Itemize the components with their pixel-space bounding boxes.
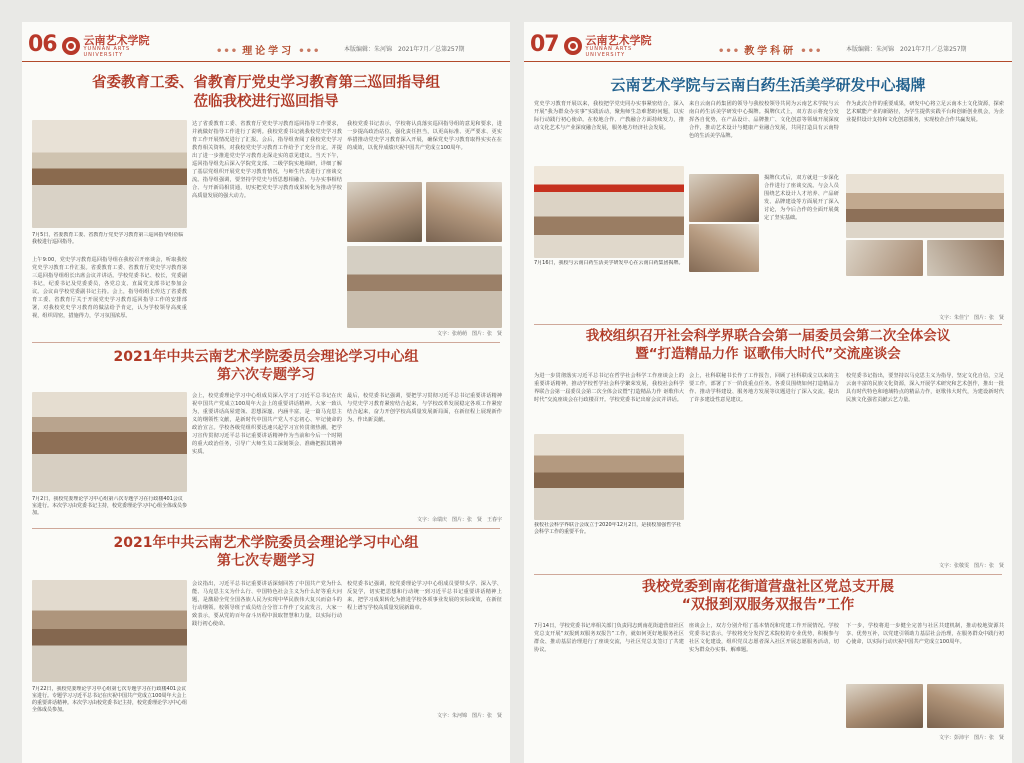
exhibit-photo: [846, 240, 923, 276]
headline-line: 省委教育工委、省教育厅党史学习教育第三巡回指导组: [92, 75, 440, 91]
article-headline: [534, 328, 1002, 363]
section-title: ••• 理论学习 •••: [216, 46, 321, 57]
article-body: 下一步，学校将进一步健全完善与社区共建机制，推动校地资源共享、优势互补，以党建引领助力基层社会治理，在服务群众中践行初心使命，以实际行动庆祝中国共产党成立100周年。: [846, 623, 1004, 645]
conference-photo: [534, 434, 684, 520]
article-credit: 文字：张萌萌 图片：张 贤: [436, 331, 502, 337]
right-page-header: [524, 30, 1012, 62]
photo-caption: 7月5日，省委教育工委、省教育厅党史学习教育第三巡回指导组莅临我校进行巡回指导。: [32, 232, 184, 245]
visit-photo: [689, 224, 759, 272]
section-label: 教学科研: [744, 46, 797, 57]
right-page: [524, 22, 1012, 763]
photo-caption: 7月22日，我校党委理论学习中心组第七次专题学习在行政楼401会议室进行。专题学习习近平总书记在庆祝中国共产党成立100周年大会上的重要讲话精神。本次学习由校党委书记主持，校党委理论学习中心组全体成员参加。: [32, 686, 187, 713]
seal-icon: [564, 37, 582, 55]
issue-meta: 本版编辑：朱河锦 2021年7月／总第257期: [846, 46, 967, 53]
seal-icon: [62, 37, 80, 55]
headline-line: 我校组织召开社会科学界联合会第一届委员会第二次全体会议: [585, 328, 951, 344]
article-body: 最后，校党委书记强调，要把学习贯彻习近平总书记重要讲话精神与党史学习教育紧密结合起来，与学校改革发展稳定各项工作紧密结合起来，奋力开创学校高质量发展新局面，在新征程上展现新作为、作出新贡献。: [347, 393, 502, 423]
article-body: 来自云南白药集团的领导与我校校领导共同为云南艺术学院与云南白药生活美学研发中心揭牌。揭牌仪式上，双方表示将充分发挥各自优势，在产品设计、品牌推广、文化创意等领域开展深度合作，推动艺术设计与健康产业融合发展，共同打造具有云南特色的生活美学品牌。: [689, 101, 839, 139]
photo-caption: 7月16日，我校与云南白药生活美学研发中心在云南白药集团揭牌。: [534, 260, 684, 266]
article-headline: [32, 534, 500, 570]
article-headline: 云南艺术学院与云南白药生活美学研发中心揭牌: [610, 76, 926, 94]
article-credit: 文字：朱河锦 图片：张 贤: [436, 713, 502, 719]
discussion-photo: [347, 246, 502, 328]
article-headline: [32, 74, 500, 112]
photo-caption: 7月2日，我校党委理论学习中心组第六次专题学习在行政楼401会议室进行。本次学习由党委书记主持，校党委理论学习中心组全体成员参加。: [32, 496, 187, 516]
visit-photo: [689, 174, 759, 222]
article-body: 校党委书记强调，校党委理论学习中心组成员要带头学、深入学、反复学，切实把思想和行动统一到习近平总书记重要讲话精神上来，把学习成果转化为推进学校各项事业发展的实际成效，在新征程上谱写学校高质量发展新篇章。: [347, 581, 502, 611]
headline-line: 莅临我校进行巡回指导: [193, 93, 339, 110]
article-body: 座谈会上，双方分别介绍了基本情况和党建工作开展情况。学校党委书记表示，学校将充分发挥艺术院校的专业优势，积极参与社区文化建设，组织党员志愿者深入社区开展志愿服务活动，切实为群众办实事、解难题。: [689, 623, 839, 653]
headline-line: 暨“打造精品力作 讴歌伟大时代”交流座谈会: [635, 345, 901, 362]
headline-line: “双报到双服务双报告”工作: [681, 597, 855, 614]
headline-line: 第六次专题学习: [217, 367, 315, 384]
article-body: 揭牌仪式后，双方就进一步深化合作进行了座谈交流。与会人员围绕艺术设计人才培养、产品研发、品牌建设等方面展开了深入讨论，为今后合作的全面开展奠定了坚实基础。: [764, 175, 839, 221]
exhibit-photo: [927, 240, 1004, 276]
article-body: 达了省委教育工委、省教育厅党史学习教育巡回指导工作要求，并就做好指导工作进行了说明。我校党委书记就我校党史学习教育工作开展情况进行了汇报。会后，指导组查阅了我校党史学习教育相关资料，对我校党史学习教育工作给予了充分肯定，并提出了进一步推进党史学习教育走深走实的意见建议。当天下午，巡回指导组先后深入学院党支部、二级学院实地调研，详细了解了基层党组织开展党史学习教育情况，与师生代表进行了座谈交流。指导组强调，要坚持学党史与悟思想相融合、与办实事相结合、与开新局相贯通，切实把党史学习教育成果转化为推动学校高质量发展的强大动力。: [192, 121, 342, 199]
page-number: 07: [530, 32, 559, 57]
section-title: ••• 教学科研 •••: [718, 46, 823, 57]
headline-line: 第七次专题学习: [217, 553, 315, 570]
page-number: 06: [28, 32, 57, 57]
left-page: [22, 22, 510, 763]
headline-line: 2021年中共云南艺术学院委员会理论学习中心组: [113, 349, 419, 365]
article-credit: 文字：彭沛宇 图片：张 贤: [938, 735, 1004, 741]
divider: [534, 324, 1002, 325]
article-headline: [534, 578, 1002, 614]
photo-caption: 我校社会科学界联合会成立于2020年12月2日，是我校加强哲学社会科学工作的重要平台。: [534, 522, 682, 535]
article-credit: 文字：张敬雯 图片：张 贤: [938, 563, 1004, 569]
university-logo: [62, 33, 170, 58]
article-body: 党史学习教育开展以来，我校把学党史同办实事紧密结合，深入开展“我为群众办实事”实践活动，聚焦师生急难愁盼问题，以实际行动践行初心使命。在校地合作、产教融合方面持续发力，推动文化艺术与产业深度融合发展，服务地方经济社会发展。: [534, 101, 684, 131]
logo-text: 云南艺术学院: [585, 33, 652, 47]
article-body: 会议指出，习近平总书记重要讲话深刻回答了中国共产党为什么能、马克思主义为什么行、中国特色社会主义为什么好等重大问题，是激励全党全国各族人民为实现中华民族伟大复兴而奋斗的行动纲领。校领导班子成员结合分管工作作了交流发言，大家一致表示，要从党的百年奋斗历程中汲取智慧和力量，以实际行动践行初心使命。: [192, 581, 342, 627]
university-logo: [564, 33, 672, 58]
logo-subtitle: YUNNAN ARTS UNIVERSITY: [585, 45, 633, 58]
headline-line: 2021年中共云南艺术学院委员会理论学习中心组: [113, 535, 419, 551]
article-body: 7月14日，学校党委书记率相关部门负责同志到南花街道营盘社区党总支开展“双报到双服务双报告”工作，就如何更好地服务社区群众、推动基层治理进行了座谈交流，与社区党总支签订了共建协议。: [534, 623, 684, 653]
study-session-photo: [32, 580, 187, 682]
inspection-photo: [426, 182, 502, 242]
article-body: 作为此次合作的重要成果，研发中心将立足云南本土文化资源，探索艺术赋能产业的新路径，为学生提供实践平台和创新创业机会，为企业提供设计支持和文化创意服务，实现校企合作共赢发展。: [846, 101, 1004, 123]
inspection-photo: [347, 182, 422, 242]
headline-line: 我校党委到南花街道营盘社区党总支开展: [642, 579, 894, 595]
left-page-header: [22, 30, 510, 62]
community-photo: [846, 684, 923, 728]
logo-text: 云南艺术学院: [83, 33, 150, 47]
article-body: 上午9:00，党史学习教育巡回指导组在我校召开座谈会，听取我校党史学习教育工作汇报。省委教育工委、省教育厅党史学习教育第三巡回指导组组长出席会议并讲话。学校党委书记、校长，党委副书记，纪委书记及党委委员，各党总支、直属党支部书记参加会议。会议由学校党委副书记主持。会上，指导组组长传达了省委教育工委、省教育厅关于开展党史学习教育巡回指导工作的安排部署，对我校党史学习教育的做法给予肯定，认为学校领导高度重视，组织周密，措施得力，学习氛围浓厚。: [32, 257, 187, 319]
article-body: 为进一步贯彻落实习近平总书记在哲学社会科学工作座谈会上的重要讲话精神，推动学校哲学社会科学繁荣发展，我校社会科学界联合会第一届委员会第二次全体会议暨“打造精品力作 讴歌伟大时代”交流座谈会在行政楼召开。学校党委书记出席会议并讲话。: [534, 373, 684, 403]
study-session-photo: [32, 392, 187, 492]
article-credit: 文字：余瑞庆 图片：张 贤 王春宇: [416, 517, 502, 523]
unveiling-photo: [534, 166, 684, 258]
article-body: 会上，社科联秘书长作了工作报告，回顾了社科联成立以来的主要工作，部署了下一阶段重点任务。各委员围绕如何打造精品力作、推动学科建设、服务地方发展等议题进行了深入交流，提出了许多建设性意见建议。: [689, 373, 839, 403]
divider: [534, 574, 1002, 575]
logo-subtitle: YUNNAN ARTS UNIVERSITY: [83, 45, 131, 58]
article-credit: 文字：朱佳宁 图片：张 贤: [938, 315, 1004, 321]
article-headline: [32, 348, 500, 384]
article-body: 会上，校党委理论学习中心组成员深入学习了习近平总书记在庆祝中国共产党成立100周年大会上的重要讲话精神。大家一致认为，重要讲话高屋建瓴、思想深邃、内涵丰富，是一篇马克思主义的纲领性文献，是新时代中国共产党人不忘初心、牢记使命的政治宣言。学校各级党组织要迅速兴起学习宣传贯彻热潮，把学习宣传贯彻习近平总书记重要讲话精神作为当前和今后一个时期的重大政治任务，引导广大师生员工深刻领会、准确把握其精神实质。: [192, 393, 342, 455]
article-body: 我校党委书记表示，学校将认真落实巡回指导组的意见和要求，进一步提高政治站位，强化责任担当，以更高标准、更严要求、更实举措推动党史学习教育深入开展，确保党史学习教育取得实实在在的成效，以优异成绩庆祝中国共产党成立100周年。: [347, 121, 502, 151]
community-photo: [927, 684, 1004, 728]
meeting-photo: [32, 120, 187, 228]
divider: [32, 528, 500, 529]
article-body: 校党委书记指出，要坚持以马克思主义为指导，坚定文化自信，立足云南丰富的民族文化资源，深入开展学术研究和艺术创作，推出一批具有时代特色和地域特点的精品力作，讴歌伟大时代，为建设新时代民族文化强省贡献云艺力量。: [846, 373, 1004, 403]
group-photo: [846, 174, 1004, 238]
issue-meta: 本版编辑：朱河锦 2021年7月／总第257期: [344, 46, 465, 53]
section-label: 理论学习: [242, 46, 295, 57]
divider: [32, 342, 500, 343]
